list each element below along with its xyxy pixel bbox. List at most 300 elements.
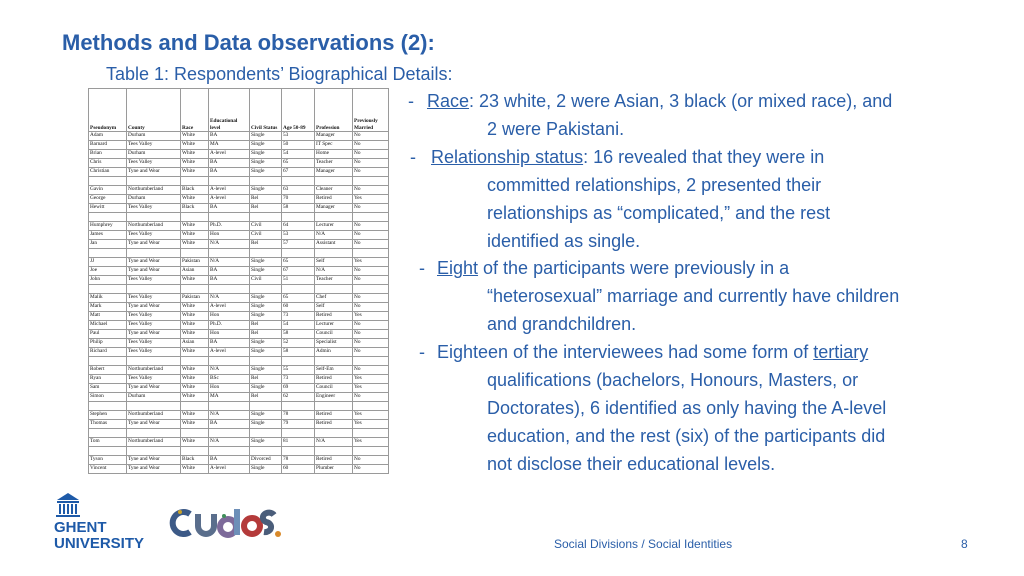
table-cell: White — [181, 465, 209, 474]
cudos-logo — [168, 506, 283, 540]
table-cell: White — [181, 195, 209, 204]
table-cell — [209, 402, 250, 411]
table-header-cell: Age 50-89 — [282, 89, 315, 132]
table-cell — [282, 357, 315, 366]
table-cell: N/A — [209, 438, 250, 447]
table-spacer-row — [89, 447, 389, 456]
table-row — [89, 348, 389, 357]
table-cell: Council — [315, 384, 353, 393]
table-cell — [315, 429, 353, 438]
table-cell: White — [181, 222, 209, 231]
table-row — [89, 321, 389, 330]
table-cell: 51 — [282, 276, 315, 285]
table-cell: No — [353, 321, 389, 330]
table-spacer-row — [89, 285, 389, 294]
table-cell: Simon — [89, 393, 127, 402]
race-text-line-1: : 23 white, 2 were Asian, 3 black (or mixed race), and — [469, 91, 893, 111]
table-cell — [315, 402, 353, 411]
table-row — [89, 150, 389, 159]
table-cell: No — [353, 186, 389, 195]
table-cell: Rel — [250, 204, 282, 213]
table-cell: Specialist — [315, 339, 353, 348]
table-cell: Self-Em — [315, 366, 353, 375]
table-row — [89, 159, 389, 168]
table-cell: A-level — [209, 348, 250, 357]
table-row — [89, 330, 389, 339]
table-cell: No — [353, 204, 389, 213]
table-cell: Manager — [315, 132, 353, 141]
table-cell: Self — [315, 258, 353, 267]
table-cell: Single — [250, 150, 282, 159]
race-text-line-2: 2 were Pakistani. — [487, 118, 625, 139]
table-cell: 55 — [282, 366, 315, 375]
table-cell: White — [181, 321, 209, 330]
tertiary-term: tertiary — [813, 342, 869, 363]
table-cell: Single — [250, 294, 282, 303]
table-cell: N/A — [315, 267, 353, 276]
table-row — [89, 375, 389, 384]
table-cell: Mark — [89, 303, 127, 312]
table-cell — [250, 177, 282, 186]
table-cell: Engineer — [315, 393, 353, 402]
table-cell: No — [353, 456, 389, 465]
table-cell: No — [353, 159, 389, 168]
table-cell: BA — [209, 168, 250, 177]
table-cell: Retired — [315, 420, 353, 429]
table-cell: Single — [250, 465, 282, 474]
table-cell: Michael — [89, 321, 127, 330]
table-row — [89, 294, 389, 303]
table-cell: Durham — [127, 195, 181, 204]
table-cell: Single — [250, 339, 282, 348]
table-cell: N/A — [209, 258, 250, 267]
table-cell: 54 — [282, 150, 315, 159]
table-cell: 60 — [282, 465, 315, 474]
table-cell: Matt — [89, 312, 127, 321]
bullet-education — [404, 339, 1004, 479]
table-cell: Civil — [250, 231, 282, 240]
table-cell: Malik — [89, 294, 127, 303]
table-row — [89, 456, 389, 465]
table-cell: 58 — [282, 348, 315, 357]
table-cell: Tees Valley — [127, 231, 181, 240]
table-cell: Chris — [89, 159, 127, 168]
table-cell: Pakistan — [181, 294, 209, 303]
table-cell: Hon — [209, 384, 250, 393]
table-spacer-row — [89, 429, 389, 438]
table-cell — [89, 249, 127, 258]
table-cell: Tees Valley — [127, 375, 181, 384]
table-cell — [250, 213, 282, 222]
table-cell: Sam — [89, 384, 127, 393]
table-cell: White — [181, 132, 209, 141]
table-cell: Yes — [353, 438, 389, 447]
table-cell: 53 — [282, 132, 315, 141]
table-cell: Hon — [209, 330, 250, 339]
bullet-relationship-status — [404, 144, 1004, 256]
table-cell: 73 — [282, 375, 315, 384]
table-row — [89, 366, 389, 375]
table-cell: Humphrey — [89, 222, 127, 231]
biographical-table — [88, 88, 389, 474]
table-cell — [353, 402, 389, 411]
table-cell: No — [353, 393, 389, 402]
table-cell: 64 — [282, 222, 315, 231]
education-text-line-1: Eighteen of the interviewees had some form of — [437, 342, 814, 363]
table-cell: Robert — [89, 366, 127, 375]
table-cell: IT Spec — [315, 141, 353, 150]
table-cell: Tees Valley — [127, 159, 181, 168]
table-cell: No — [353, 330, 389, 339]
bullet-dash: - — [410, 146, 416, 167]
table-header-row — [89, 89, 389, 132]
table-cell: Home — [315, 150, 353, 159]
race-term: Race — [427, 91, 470, 111]
table-cell — [353, 285, 389, 294]
table-cell: Asian — [181, 339, 209, 348]
table-cell: Adam — [89, 132, 127, 141]
table-cell: Manager — [315, 168, 353, 177]
table-cell: Northumberland — [127, 438, 181, 447]
table-cell: Tyne and Wear — [127, 303, 181, 312]
table-cell: 73 — [282, 312, 315, 321]
table-cell: 53 — [282, 231, 315, 240]
table-cell — [315, 213, 353, 222]
relationship-text-line-4: identified as single. — [487, 230, 641, 251]
table-cell — [127, 402, 181, 411]
table-cell: 54 — [282, 321, 315, 330]
slide-title: Methods and Data observations (2): — [62, 30, 435, 55]
table-cell: N/A — [315, 438, 353, 447]
table-cell: Yes — [353, 384, 389, 393]
table-cell — [282, 213, 315, 222]
table-cell: A-level — [209, 186, 250, 195]
table-row — [89, 276, 389, 285]
table-cell: Tees Valley — [127, 204, 181, 213]
table-cell: 67 — [282, 267, 315, 276]
table-cell — [250, 447, 282, 456]
table-cell: Durham — [127, 150, 181, 159]
education-text-line-5: not disclose their educational levels. — [487, 453, 776, 474]
table-cell: Single — [250, 267, 282, 276]
table-cell — [89, 285, 127, 294]
table-cell: Retired — [315, 195, 353, 204]
table-cell: Single — [250, 411, 282, 420]
table-cell — [127, 285, 181, 294]
table-cell: 65 — [282, 294, 315, 303]
table-cell: Ph.D. — [209, 321, 250, 330]
table-cell: BA — [209, 339, 250, 348]
table-cell: N/A — [209, 366, 250, 375]
table-cell — [315, 177, 353, 186]
table-row — [89, 267, 389, 276]
table-cell — [209, 447, 250, 456]
table-cell: Single — [250, 141, 282, 150]
table-spacer-row — [89, 213, 389, 222]
table-cell: Asian — [181, 267, 209, 276]
table-cell: Single — [250, 384, 282, 393]
table-cell: JJ — [89, 258, 127, 267]
table-cell: No — [353, 348, 389, 357]
table-cell: White — [181, 438, 209, 447]
eight-text-line-3: and grandchildren. — [487, 314, 637, 335]
table-header-cell: County — [127, 89, 181, 132]
table-cell — [353, 429, 389, 438]
table-cell: Single — [250, 303, 282, 312]
table-cell: No — [353, 465, 389, 474]
bullet-dash: - — [419, 258, 425, 279]
table-cell: Retired — [315, 411, 353, 420]
table-cell: 52 — [282, 339, 315, 348]
table-header-cell: Race — [181, 89, 209, 132]
table-cell — [127, 357, 181, 366]
table-row — [89, 384, 389, 393]
table-cell: Single — [250, 312, 282, 321]
table-cell — [127, 177, 181, 186]
table-cell: No — [353, 141, 389, 150]
table-cell: No — [353, 366, 389, 375]
ghent-wordmark — [54, 520, 144, 552]
table-cell — [127, 447, 181, 456]
table-cell: Vincent — [89, 465, 127, 474]
education-text-line-2: qualifications (bachelors, Honours, Masters, or — [487, 370, 859, 391]
table-cell: No — [353, 240, 389, 249]
table-cell: No — [353, 303, 389, 312]
table-cell: Rel — [250, 393, 282, 402]
table-cell: Single — [250, 438, 282, 447]
table-cell: Black — [181, 186, 209, 195]
table-cell: Northumberland — [127, 186, 181, 195]
table-cell — [353, 249, 389, 258]
table-cell: N/A — [209, 240, 250, 249]
table-cell: BA — [209, 420, 250, 429]
table-cell: Divorced — [250, 456, 282, 465]
table-cell: Single — [250, 186, 282, 195]
table-cell: Retired — [315, 312, 353, 321]
table-cell: Durham — [127, 132, 181, 141]
table-cell: Rel — [250, 321, 282, 330]
table-cell — [127, 213, 181, 222]
table-cell — [89, 402, 127, 411]
education-text-line-4: education, and the rest (six) of the participants did — [487, 425, 886, 446]
footer-text: Social Divisions / Social Identities — [554, 537, 733, 551]
table-cell — [181, 447, 209, 456]
table-cell: White — [181, 240, 209, 249]
table-cell: White — [181, 393, 209, 402]
table-cell: Single — [250, 348, 282, 357]
table-cell: 70 — [282, 195, 315, 204]
table-cell: Christian — [89, 168, 127, 177]
table-row — [89, 438, 389, 447]
table-cell: Stephen — [89, 411, 127, 420]
table-cell: MA — [209, 393, 250, 402]
table-cell: 81 — [282, 438, 315, 447]
table-cell: Manager — [315, 204, 353, 213]
table-cell: Tom — [89, 438, 127, 447]
table-cell: Gavin — [89, 186, 127, 195]
table-cell — [209, 285, 250, 294]
table-header-cell: Previously Married — [353, 89, 389, 132]
table-cell: 58 — [282, 204, 315, 213]
table-cell: BA — [209, 276, 250, 285]
table-row — [89, 420, 389, 429]
table-cell: Lecturer — [315, 222, 353, 231]
eight-text-line-2: “heterosexual” marriage and currently have children — [487, 286, 900, 307]
cudos-mosaic-icon — [173, 509, 281, 537]
table-cell — [315, 357, 353, 366]
table-cell: A-level — [209, 303, 250, 312]
table-row — [89, 195, 389, 204]
eight-text-line-1: of the participants were previously in a — [478, 258, 790, 279]
table-cell: White — [181, 159, 209, 168]
table-cell: Assistant — [315, 240, 353, 249]
table-cell: Teacher — [315, 276, 353, 285]
table-cell: Hon — [209, 231, 250, 240]
table-row — [89, 231, 389, 240]
table-cell: No — [353, 132, 389, 141]
table-cell: Rel — [250, 330, 282, 339]
table-cell: Thomas — [89, 420, 127, 429]
table-cell: 63 — [282, 186, 315, 195]
table-cell — [250, 429, 282, 438]
table-spacer-row — [89, 249, 389, 258]
table-cell — [250, 249, 282, 258]
table-cell: Tyne and Wear — [127, 267, 181, 276]
table-cell — [181, 285, 209, 294]
table-cell: James — [89, 231, 127, 240]
table-row — [89, 411, 389, 420]
table-cell: Tyne and Wear — [127, 384, 181, 393]
ghent-line-1: GHENT — [54, 519, 107, 536]
table-cell: Tyne and Wear — [127, 240, 181, 249]
table-cell — [282, 402, 315, 411]
table-cell: White — [181, 366, 209, 375]
table-cell — [353, 357, 389, 366]
table-cell — [250, 402, 282, 411]
table-cell — [89, 447, 127, 456]
table-cell — [89, 177, 127, 186]
table-cell: John — [89, 276, 127, 285]
table-cell: 78 — [282, 456, 315, 465]
table-cell: BA — [209, 159, 250, 168]
table-cell — [181, 177, 209, 186]
table-cell: 67 — [282, 168, 315, 177]
table-cell: No — [353, 294, 389, 303]
table-cell: Durham — [127, 393, 181, 402]
table-cell — [181, 357, 209, 366]
table-cell: Chef — [315, 294, 353, 303]
table-cell: Single — [250, 159, 282, 168]
table-cell: Single — [250, 420, 282, 429]
table-cell: No — [353, 267, 389, 276]
findings-list — [404, 88, 1004, 479]
table-cell: Single — [250, 258, 282, 267]
table-cell: No — [353, 231, 389, 240]
table-cell: A-level — [209, 465, 250, 474]
bullet-dash: - — [408, 91, 414, 111]
table-cell — [181, 249, 209, 258]
table-cell — [209, 177, 250, 186]
page-number: 8 — [961, 537, 968, 551]
table-header-cell: Profession — [315, 89, 353, 132]
table-cell — [353, 447, 389, 456]
table-cell: Rel — [250, 375, 282, 384]
table-cell: Ryan — [89, 375, 127, 384]
table-cell — [89, 213, 127, 222]
relationship-text-line-2: committed relationships, 2 presented their — [487, 174, 822, 195]
table-cell: Barnard — [89, 141, 127, 150]
table-cell: Yes — [353, 312, 389, 321]
table-cell — [315, 285, 353, 294]
table-cell: BA — [209, 204, 250, 213]
table-cell: 65 — [282, 258, 315, 267]
table-cell: 58 — [282, 330, 315, 339]
table-cell: BSc — [209, 375, 250, 384]
table-cell: Tyne and Wear — [127, 258, 181, 267]
table-row — [89, 240, 389, 249]
table-cell: Northumberland — [127, 222, 181, 231]
table-cell: No — [353, 276, 389, 285]
table-cell: George — [89, 195, 127, 204]
table-cell: Rel — [250, 195, 282, 204]
table-header-cell: Civil Status — [250, 89, 282, 132]
table-header-cell: Pseudonym — [89, 89, 127, 132]
table-body — [89, 132, 389, 474]
table-cell: Council — [315, 330, 353, 339]
table-cell: Tyne and Wear — [127, 456, 181, 465]
table-cell — [209, 213, 250, 222]
table-cell: No — [353, 339, 389, 348]
bullet-dash: - — [419, 342, 425, 363]
relationship-text-line-1: : 16 revealed that they were in — [583, 146, 825, 167]
table-cell: Retired — [315, 375, 353, 384]
table-cell: Tees Valley — [127, 321, 181, 330]
table-cell: Richard — [89, 348, 127, 357]
table-cell: A-level — [209, 150, 250, 159]
table-cell: Cleaner — [315, 186, 353, 195]
table-cell — [315, 447, 353, 456]
table-cell: Paul — [89, 330, 127, 339]
table-cell: Tees Valley — [127, 294, 181, 303]
table-cell: Philip — [89, 339, 127, 348]
table-cell — [353, 213, 389, 222]
bullet-race — [404, 88, 1004, 144]
table-cell: Tyne and Wear — [127, 330, 181, 339]
table-cell: Tees Valley — [127, 276, 181, 285]
table-cell: 78 — [282, 411, 315, 420]
table-row — [89, 204, 389, 213]
table-cell: Rel — [250, 240, 282, 249]
biographical-table-container — [88, 88, 392, 480]
table-spacer-row — [89, 402, 389, 411]
table-cell: Jan — [89, 240, 127, 249]
table-cell: BA — [209, 456, 250, 465]
table-row — [89, 141, 389, 150]
table-cell: Civil — [250, 222, 282, 231]
table-cell — [250, 285, 282, 294]
table-cell — [282, 429, 315, 438]
table-cell — [209, 249, 250, 258]
table-cell: White — [181, 348, 209, 357]
table-cell: White — [181, 168, 209, 177]
table-cell: Yes — [353, 411, 389, 420]
table-cell: A-level — [209, 195, 250, 204]
table-cell: Northumberland — [127, 366, 181, 375]
table-cell: 50 — [282, 141, 315, 150]
table-cell: Pakistan — [181, 258, 209, 267]
table-cell: Tees Valley — [127, 141, 181, 150]
table-cell: White — [181, 375, 209, 384]
